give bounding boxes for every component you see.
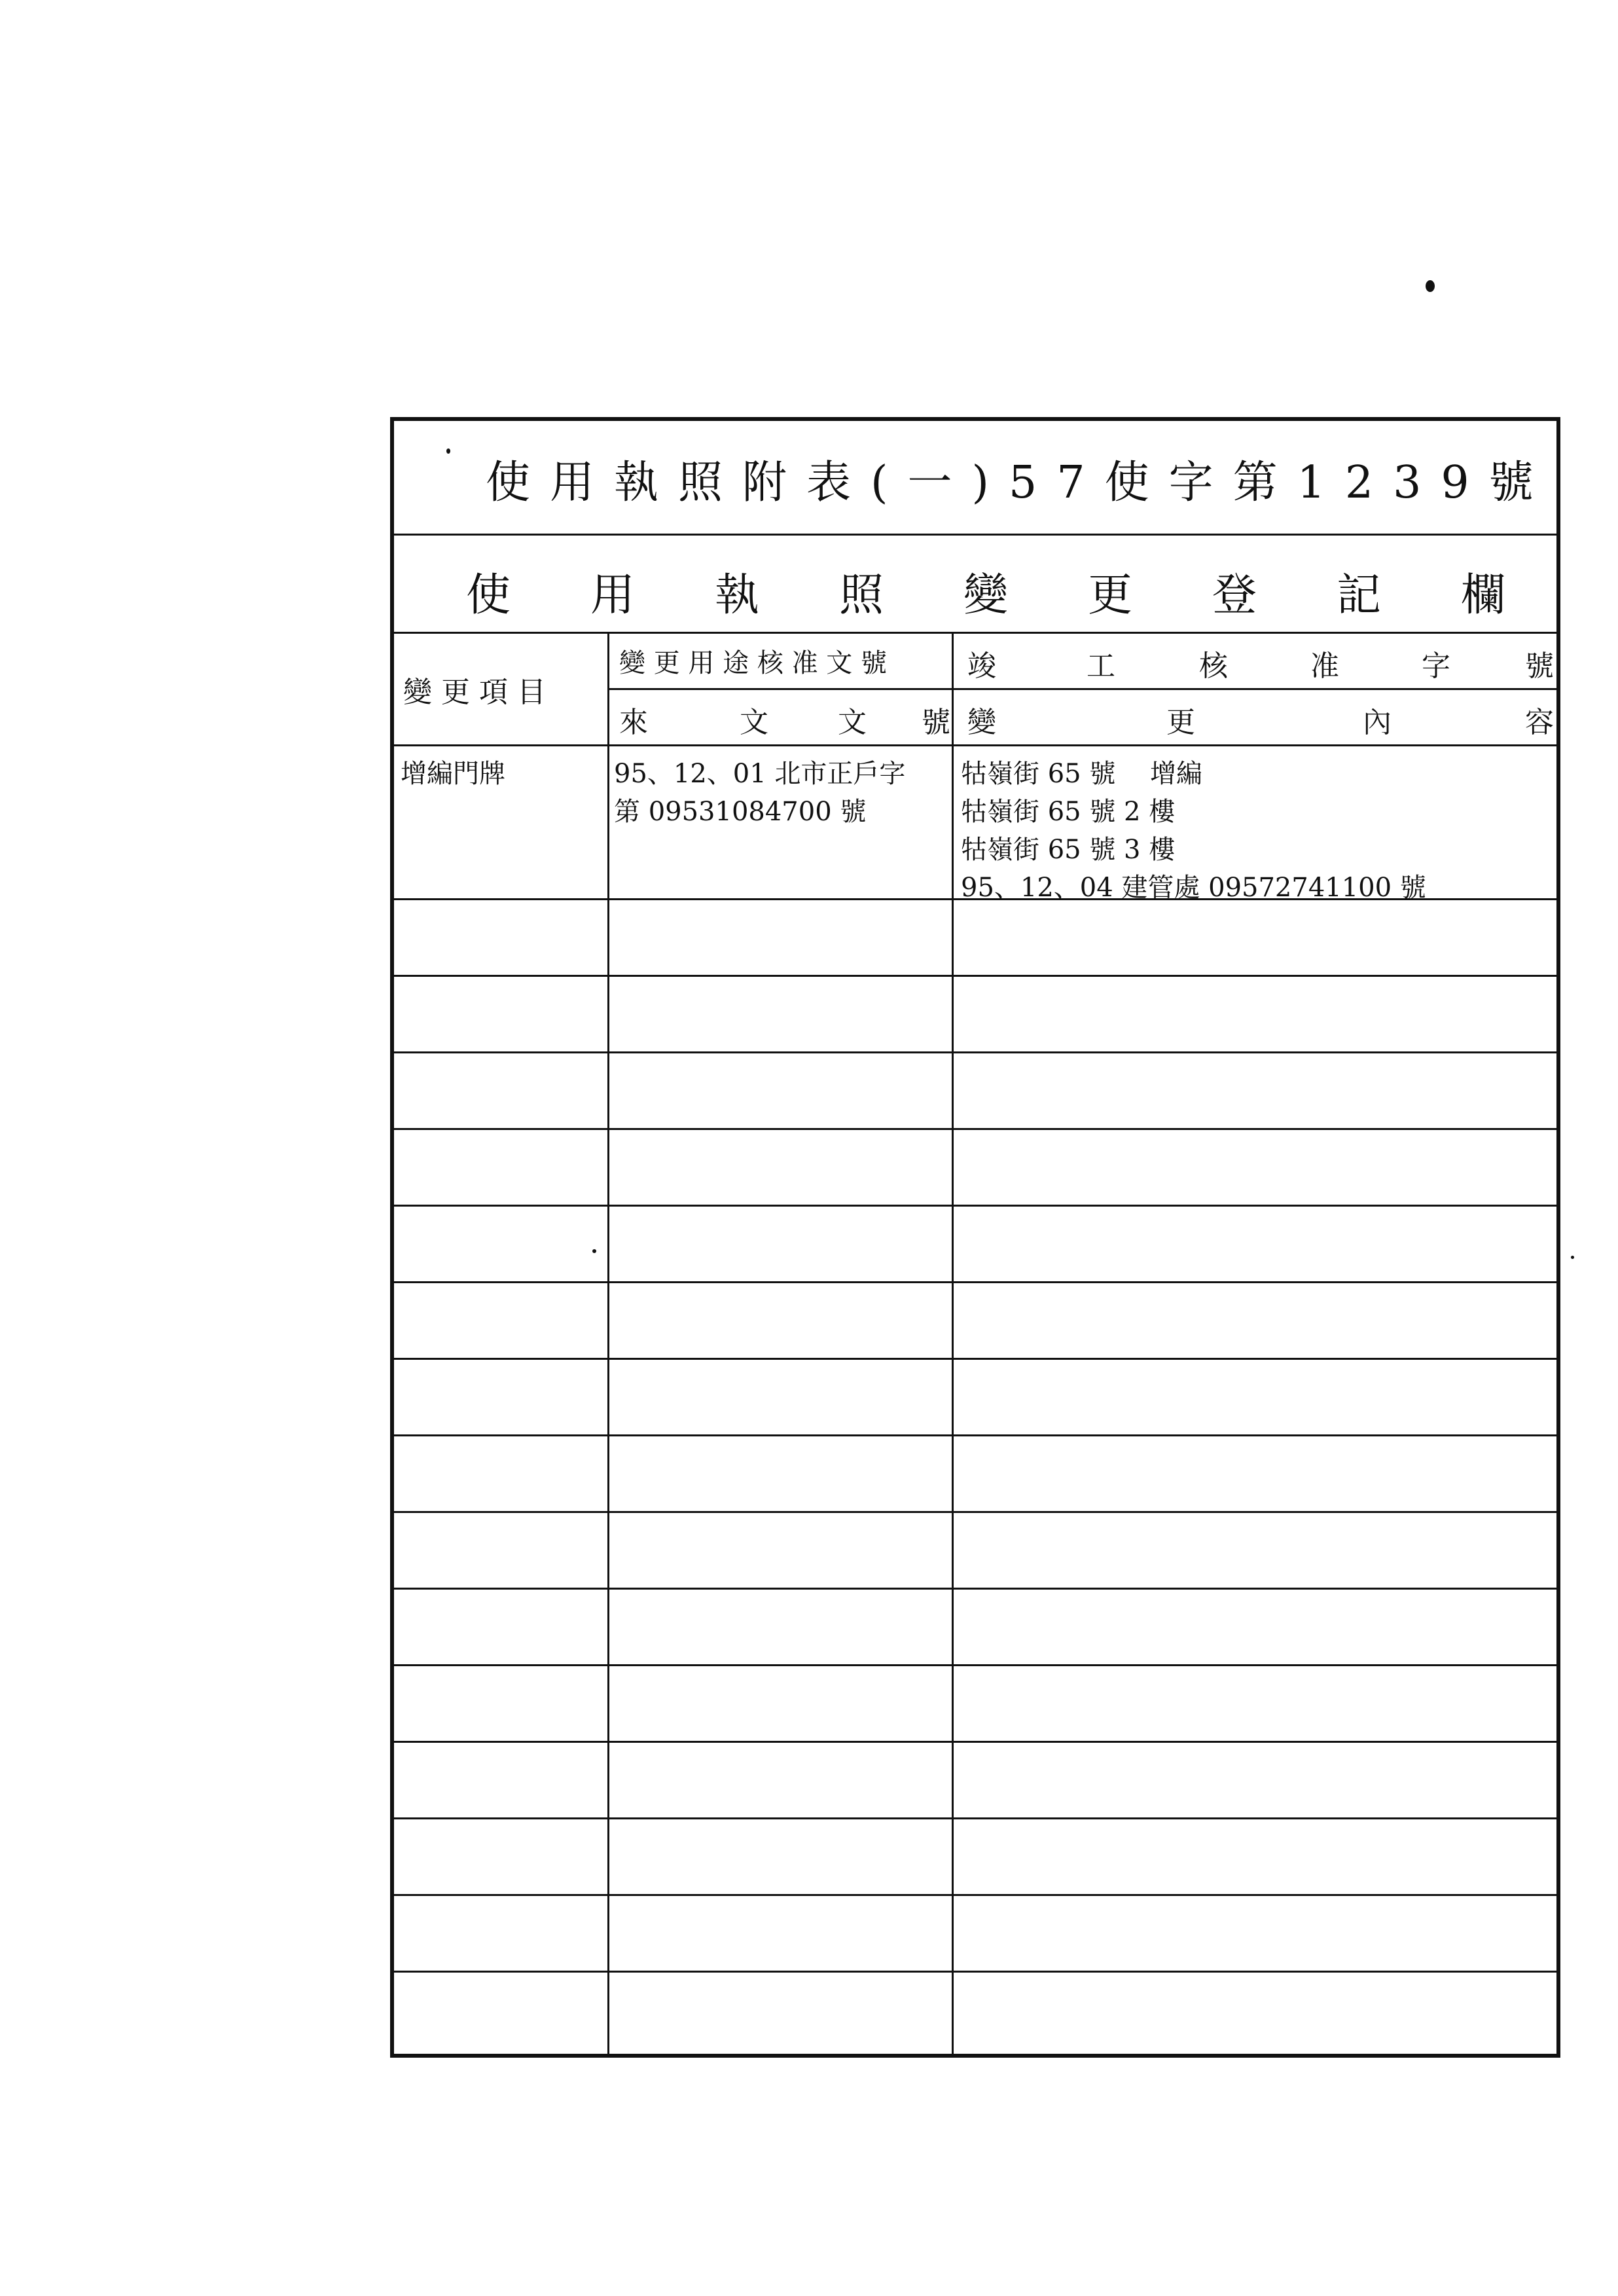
section-title-char: 更 [1088, 570, 1133, 621]
scan-speck [1571, 1256, 1574, 1259]
header-change-content-char: 容 [1525, 706, 1554, 739]
scan-speck [1426, 280, 1435, 292]
header-incoming-char: 來 [619, 706, 648, 739]
header-incoming-char: 文 [838, 706, 867, 739]
section-title-char: 欄 [1461, 570, 1506, 621]
form-title: 使用執照附表(一)57使字第1239號 [486, 457, 1553, 509]
header-incoming-char: 號 [922, 706, 950, 739]
table-row-divider [394, 1817, 1556, 1819]
header-completion-char: 工 [1087, 649, 1115, 683]
table-row-divider [394, 1434, 1556, 1436]
header-completion-char: 准 [1310, 649, 1339, 683]
row-change-content [961, 755, 1426, 907]
row-doc-line: 第 09531084700 號 [614, 797, 867, 827]
table-row-divider [394, 1741, 1556, 1743]
row-doc-line: 95、12、01 北市正戶字 [614, 759, 906, 789]
header-change-content-char: 內 [1363, 706, 1392, 739]
table-row-divider [394, 1128, 1556, 1130]
row-content-line: 牯嶺街 65 號 2 樓 [961, 797, 1176, 827]
row-approval-doc [614, 755, 905, 831]
table-row-divider [394, 1511, 1556, 1513]
table-row-divider [394, 1051, 1556, 1053]
section-title-row [394, 534, 1556, 632]
table-row-divider [394, 1894, 1556, 1896]
form-title-row [394, 421, 1556, 534]
header-change-item: 變 更 項 目 [403, 676, 546, 709]
row-content-line: 牯嶺街 65 號 3 樓 [961, 835, 1176, 865]
section-title-char: 使 [466, 570, 511, 621]
table-row-divider [394, 1358, 1556, 1360]
section-title-char: 照 [839, 570, 884, 621]
header-completion-char: 字 [1422, 649, 1450, 683]
header-incoming-char: 文 [740, 706, 768, 739]
row-change-item: 增編門牌 [401, 759, 505, 789]
usage-license-change-form [390, 417, 1560, 2058]
table-row-divider [394, 975, 1556, 977]
header-change-content-char: 變 [967, 706, 996, 739]
section-title-char: 用 [590, 570, 636, 621]
table-row-divider [394, 1664, 1556, 1666]
section-title-char: 記 [1337, 570, 1382, 621]
table-row-divider [394, 1588, 1556, 1590]
header-change-content-char: 更 [1166, 706, 1195, 739]
table-row-divider [394, 1281, 1556, 1283]
section-title-char: 登 [1212, 570, 1257, 621]
row-content-line: 牯嶺街 65 號 增編 [961, 759, 1203, 789]
header-approval-doc: 變 更 用 途 核 准 文 號 [619, 648, 888, 678]
header-completion-char: 核 [1199, 649, 1228, 683]
table-row-divider [394, 898, 1556, 900]
table-row-divider [394, 1205, 1556, 1207]
section-title-char: 變 [963, 570, 1009, 621]
row-content-line: 95、12、04 建管處 09572741100 號 [961, 873, 1426, 903]
header-completion-char: 竣 [967, 649, 996, 683]
section-title-char: 執 [715, 570, 760, 621]
header-completion-char: 號 [1525, 649, 1554, 683]
table-row-divider [394, 1971, 1556, 1973]
